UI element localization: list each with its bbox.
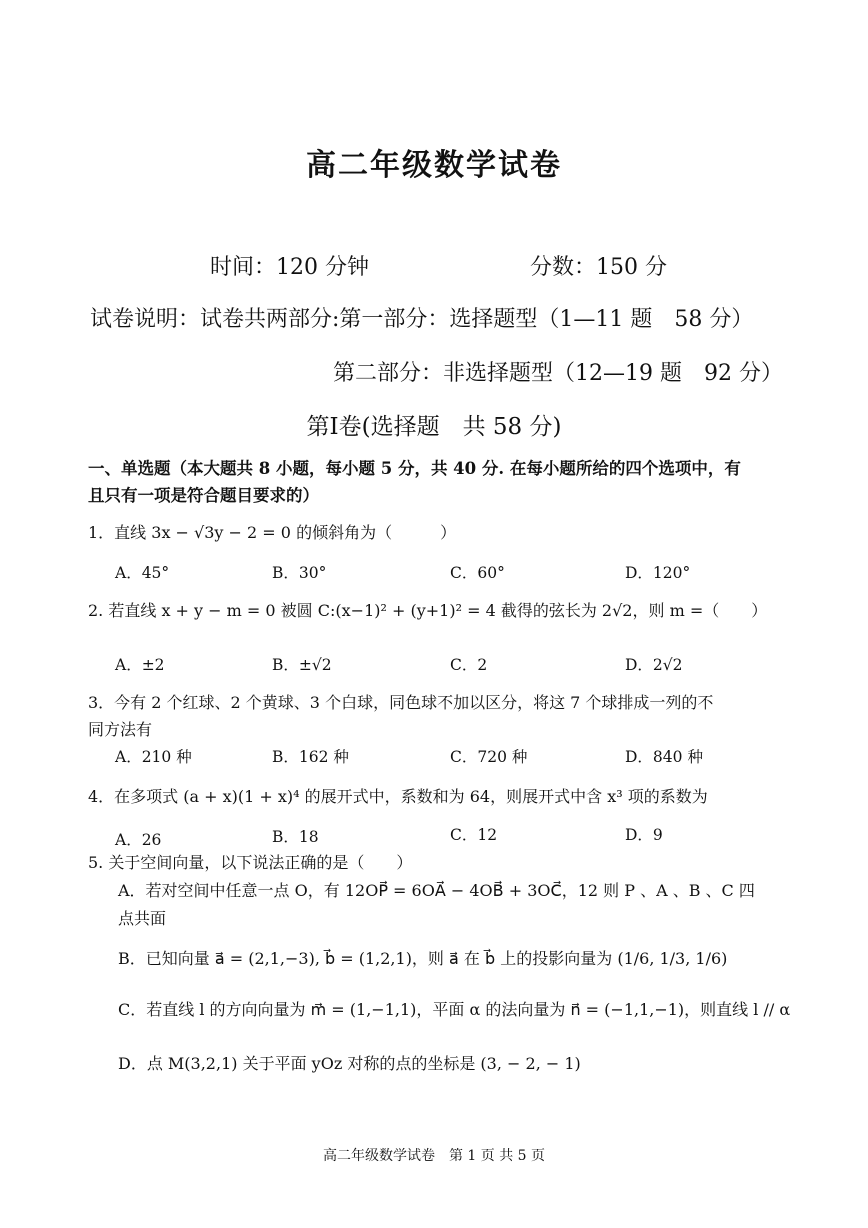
question-1-option-c: C．60°: [450, 564, 505, 582]
question-2-option-b: B．±√2: [272, 656, 332, 674]
section-title: 第Ⅰ卷(选择题 共 58 分): [306, 414, 562, 440]
question-3-option-c: C．720 种: [450, 748, 528, 766]
question-5-option-a-line-1: A．若对空间中任意一点 O，有 12OP⃗ = 6OA⃗ − 4OB⃗ + 3OC⃗，12 则 P 、A 、B 、C 四: [118, 881, 755, 900]
exam-time: 时间：120 分钟: [210, 255, 369, 280]
question-2-stem: 2. 若直线 x + y − m = 0 被圆 C:(x−1)² + (y+1)² = 4 截得的弦长为 2√2，则 m =（ ）: [88, 601, 768, 620]
question-2-option-c: C．2: [450, 656, 488, 674]
page-title: 高二年级数学试卷: [306, 148, 562, 183]
question-5-option-c: C．若直线 l 的方向向量为 m⃗ = (1,−1,1)，平面 α 的法向量为 n⃗ = (−1,1,−1)，则直线 l // α: [118, 1000, 791, 1019]
question-5-option-b: B．已知向量 a⃗ = (2,1,−3), b⃗ = (1,2,1)，则 a⃗ 在 b⃗ 上的投影向量为 (1/6, 1/3, 1/6): [118, 949, 728, 968]
question-1-stem: 1．直线 3x − √3y − 2 = 0 的倾斜角为（ ）: [88, 523, 457, 542]
part1-heading-line-1: 一、单选题（本大题共 8 小题，每小题 5 分，共 40 分. 在每小题所给的四个选项中，有: [88, 459, 741, 478]
question-4-option-a: A．26: [115, 831, 162, 849]
question-5-stem: 5. 关于空间向量，以下说法正确的是（ ）: [88, 853, 413, 872]
question-4-option-d: D．9: [625, 826, 663, 844]
question-3-option-d: D．840 种: [625, 748, 703, 766]
question-1-option-b: B．30°: [272, 564, 327, 582]
question-4-option-c: C．12: [450, 826, 498, 844]
question-3-stem-line-1: 3．今有 2 个红球、2 个黄球、3 个白球，同色球不加以区分，将这 7 个球排成一列的不: [88, 693, 714, 712]
question-3-option-a: A．210 种: [115, 748, 192, 766]
exam-score: 分数：150 分: [530, 255, 667, 280]
part1-heading-line-2: 且只有一项是符合题目要求的）: [88, 486, 319, 505]
question-1-option-a: A．45°: [115, 564, 170, 582]
question-1-option-d: D．120°: [625, 564, 691, 582]
page-footer: 高二年级数学试卷 第 1 页 共 5 页: [322, 1148, 546, 1164]
question-5-option-d: D．点 M(3,2,1) 关于平面 yOz 对称的点的坐标是 (3, − 2, − 1): [118, 1054, 581, 1073]
question-4-stem: 4．在多项式 (a + x)(1 + x)⁴ 的展开式中，系数和为 64，则展开式中含 x³ 项的系数为: [88, 787, 708, 806]
question-3-option-b: B．162 种: [272, 748, 349, 766]
exam-description-line-1: 试卷说明：试卷共两部分:第一部分：选择题型（1—11 题 58 分）: [90, 307, 754, 332]
question-3-stem-line-2: 同方法有: [88, 720, 153, 739]
exam-description-line-2: 第二部分：非选择题型（12—19 题 92 分）: [333, 361, 783, 386]
question-2-option-a: A．±2: [115, 656, 165, 674]
question-2-option-d: D．2√2: [625, 656, 683, 674]
question-4-option-b: B．18: [272, 828, 319, 846]
question-5-option-a-line-2: 点共面: [118, 909, 167, 928]
